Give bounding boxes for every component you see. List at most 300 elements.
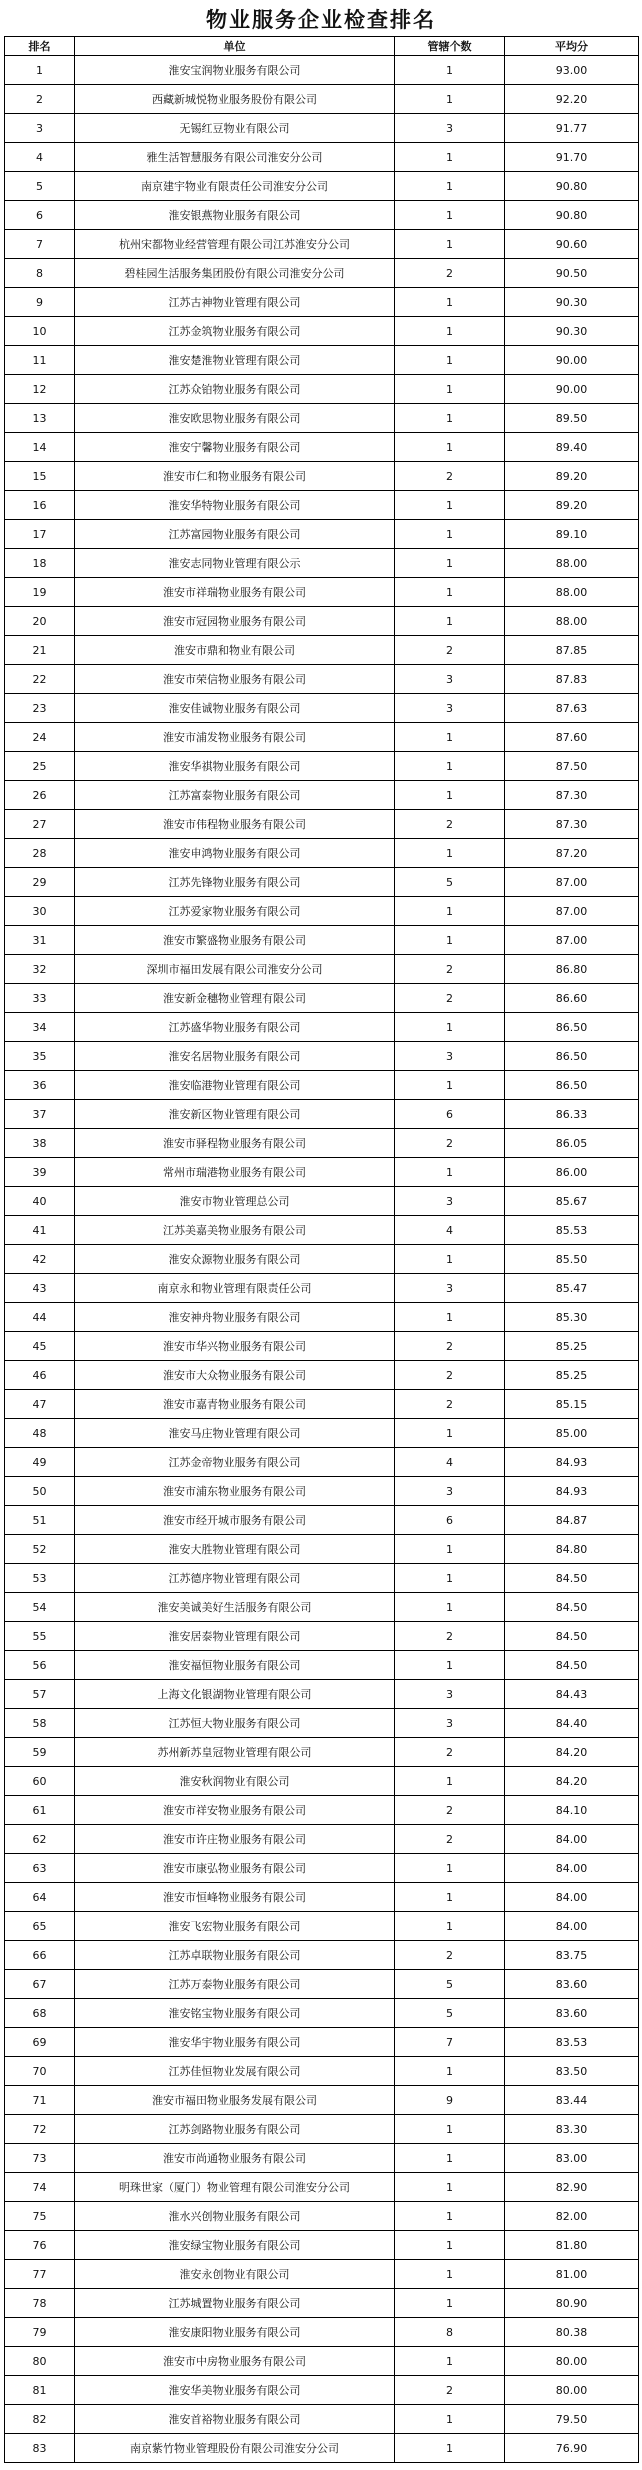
unit-cell: 淮安首裕物业服务有限公司 <box>75 2405 395 2434</box>
count-cell: 2 <box>395 1796 505 1825</box>
count-cell: 1 <box>395 1419 505 1448</box>
score-cell: 87.00 <box>505 897 639 926</box>
count-cell: 1 <box>395 2405 505 2434</box>
table-row <box>5 897 639 926</box>
table-row <box>5 1448 639 1477</box>
count-cell: 1 <box>395 2173 505 2202</box>
table-row <box>5 2289 639 2318</box>
score-cell: 90.50 <box>505 259 639 288</box>
table-row <box>5 1303 639 1332</box>
rank-cell: 83 <box>5 2434 75 2463</box>
unit-cell: 淮安秋润物业有限公司 <box>75 1767 395 1796</box>
count-cell: 3 <box>395 1709 505 1738</box>
table-row <box>5 1419 639 1448</box>
unit-cell: 淮安飞宏物业服务有限公司 <box>75 1912 395 1941</box>
table-row <box>5 810 639 839</box>
rank-cell: 27 <box>5 810 75 839</box>
unit-cell: 江苏剑路物业服务有限公司 <box>75 2115 395 2144</box>
count-cell: 1 <box>395 1767 505 1796</box>
unit-cell: 淮安市华兴物业服务有限公司 <box>75 1332 395 1361</box>
count-cell: 1 <box>395 2231 505 2260</box>
rank-cell: 41 <box>5 1216 75 1245</box>
count-cell: 1 <box>395 2144 505 2173</box>
rank-cell: 4 <box>5 143 75 172</box>
rank-cell: 7 <box>5 230 75 259</box>
score-cell: 79.50 <box>505 2405 639 2434</box>
rank-cell: 9 <box>5 288 75 317</box>
rank-cell: 10 <box>5 317 75 346</box>
table-row <box>5 578 639 607</box>
score-cell: 84.00 <box>505 1912 639 1941</box>
rank-cell: 37 <box>5 1100 75 1129</box>
unit-cell: 苏州新苏皇冠物业管理有限公司 <box>75 1738 395 1767</box>
count-cell: 1 <box>395 317 505 346</box>
score-cell: 86.00 <box>505 1158 639 1187</box>
rank-cell: 65 <box>5 1912 75 1941</box>
rank-cell: 74 <box>5 2173 75 2202</box>
count-cell: 3 <box>395 694 505 723</box>
unit-cell: 无锡红豆物业有限公司 <box>75 114 395 143</box>
unit-cell: 淮安市康弘物业服务有限公司 <box>75 1854 395 1883</box>
table-row <box>5 1216 639 1245</box>
count-cell: 1 <box>395 549 505 578</box>
count-cell: 1 <box>395 1071 505 1100</box>
count-cell: 1 <box>395 404 505 433</box>
count-cell: 1 <box>395 201 505 230</box>
count-cell: 2 <box>395 1941 505 1970</box>
score-cell: 84.50 <box>505 1651 639 1680</box>
rank-cell: 49 <box>5 1448 75 1477</box>
score-cell: 86.33 <box>505 1100 639 1129</box>
rank-cell: 12 <box>5 375 75 404</box>
table-row <box>5 462 639 491</box>
score-cell: 84.00 <box>505 1825 639 1854</box>
rank-cell: 5 <box>5 172 75 201</box>
unit-cell: 淮安众源物业服务有限公司 <box>75 1245 395 1274</box>
score-cell: 85.00 <box>505 1419 639 1448</box>
rank-cell: 53 <box>5 1564 75 1593</box>
score-cell: 84.50 <box>505 1564 639 1593</box>
table-row <box>5 230 639 259</box>
table-row <box>5 1390 639 1419</box>
unit-cell: 淮安新区物业管理有限公司 <box>75 1100 395 1129</box>
table-row <box>5 1506 639 1535</box>
score-cell: 84.43 <box>505 1680 639 1709</box>
score-cell: 87.85 <box>505 636 639 665</box>
score-cell: 84.00 <box>505 1883 639 1912</box>
score-cell: 84.00 <box>505 1854 639 1883</box>
table-row <box>5 114 639 143</box>
rank-cell: 72 <box>5 2115 75 2144</box>
count-cell: 3 <box>395 1477 505 1506</box>
table-row <box>5 636 639 665</box>
count-cell: 7 <box>395 2028 505 2057</box>
rank-cell: 35 <box>5 1042 75 1071</box>
count-cell: 2 <box>395 2376 505 2405</box>
header-row <box>5 37 639 56</box>
score-cell: 87.30 <box>505 781 639 810</box>
unit-cell: 淮安临港物业管理有限公司 <box>75 1071 395 1100</box>
table-row <box>5 1970 639 1999</box>
unit-cell: 淮安铭宝物业服务有限公司 <box>75 1999 395 2028</box>
count-cell: 1 <box>395 491 505 520</box>
table-row <box>5 1564 639 1593</box>
count-cell: 2 <box>395 462 505 491</box>
unit-cell: 江苏盛华物业服务有限公司 <box>75 1013 395 1042</box>
unit-cell: 淮安市经开城市服务有限公司 <box>75 1506 395 1535</box>
score-cell: 84.20 <box>505 1767 639 1796</box>
unit-cell: 上海文化银湖物业管理有限公司 <box>75 1680 395 1709</box>
header-score: 平均分 <box>505 37 639 56</box>
unit-cell: 淮安市福田物业服务发展有限公司 <box>75 2086 395 2115</box>
score-cell: 83.75 <box>505 1941 639 1970</box>
rank-cell: 26 <box>5 781 75 810</box>
rank-cell: 33 <box>5 984 75 1013</box>
unit-cell: 江苏爱家物业服务有限公司 <box>75 897 395 926</box>
header-unit: 单位 <box>75 37 395 56</box>
count-cell: 1 <box>395 230 505 259</box>
score-cell: 85.67 <box>505 1187 639 1216</box>
rank-cell: 30 <box>5 897 75 926</box>
count-cell: 1 <box>395 56 505 85</box>
score-cell: 89.20 <box>505 462 639 491</box>
unit-cell: 淮安大胜物业管理有限公司 <box>75 1535 395 1564</box>
table-row <box>5 839 639 868</box>
table-row <box>5 1071 639 1100</box>
table-row <box>5 2086 639 2115</box>
unit-cell: 江苏金筑物业服务有限公司 <box>75 317 395 346</box>
score-cell: 87.60 <box>505 723 639 752</box>
score-cell: 92.20 <box>505 85 639 114</box>
unit-cell: 淮安市繁盛物业服务有限公司 <box>75 926 395 955</box>
count-cell: 1 <box>395 1245 505 1274</box>
unit-cell: 江苏富园物业服务有限公司 <box>75 520 395 549</box>
unit-cell: 杭州宋都物业经营管理有限公司江苏淮安分公司 <box>75 230 395 259</box>
score-cell: 89.10 <box>505 520 639 549</box>
table-row <box>5 1477 639 1506</box>
table-row <box>5 926 639 955</box>
score-cell: 84.40 <box>505 1709 639 1738</box>
unit-cell: 淮安欧思物业服务有限公司 <box>75 404 395 433</box>
count-cell: 1 <box>395 520 505 549</box>
table-row <box>5 694 639 723</box>
table-row <box>5 85 639 114</box>
unit-cell: 淮安市浦发物业服务有限公司 <box>75 723 395 752</box>
table-row <box>5 56 639 85</box>
unit-cell: 淮安市伟程物业服务有限公司 <box>75 810 395 839</box>
table-row <box>5 1825 639 1854</box>
table-row <box>5 2347 639 2376</box>
table-row <box>5 2144 639 2173</box>
table-row <box>5 607 639 636</box>
unit-cell: 深圳市福田发展有限公司淮安分公司 <box>75 955 395 984</box>
count-cell: 2 <box>395 810 505 839</box>
table-row <box>5 1593 639 1622</box>
count-cell: 1 <box>395 926 505 955</box>
score-cell: 85.25 <box>505 1361 639 1390</box>
count-cell: 1 <box>395 346 505 375</box>
rank-cell: 52 <box>5 1535 75 1564</box>
rank-cell: 54 <box>5 1593 75 1622</box>
score-cell: 76.90 <box>505 2434 639 2463</box>
table-row <box>5 549 639 578</box>
score-cell: 84.80 <box>505 1535 639 1564</box>
table-row <box>5 1361 639 1390</box>
table-row <box>5 752 639 781</box>
score-cell: 86.50 <box>505 1071 639 1100</box>
score-cell: 90.00 <box>505 346 639 375</box>
score-cell: 89.20 <box>505 491 639 520</box>
count-cell: 2 <box>395 1361 505 1390</box>
table-row <box>5 781 639 810</box>
score-cell: 81.00 <box>505 2260 639 2289</box>
rank-cell: 21 <box>5 636 75 665</box>
table-row <box>5 1883 639 1912</box>
rank-cell: 75 <box>5 2202 75 2231</box>
table-row <box>5 984 639 1013</box>
rank-cell: 48 <box>5 1419 75 1448</box>
rank-cell: 67 <box>5 1970 75 1999</box>
count-cell: 5 <box>395 868 505 897</box>
table-row <box>5 433 639 462</box>
count-cell: 1 <box>395 781 505 810</box>
unit-cell: 淮安神舟物业服务有限公司 <box>75 1303 395 1332</box>
rank-cell: 25 <box>5 752 75 781</box>
table-row <box>5 1274 639 1303</box>
table-row <box>5 1941 639 1970</box>
score-cell: 86.60 <box>505 984 639 1013</box>
unit-cell: 江苏卓联物业服务有限公司 <box>75 1941 395 1970</box>
score-cell: 84.93 <box>505 1448 639 1477</box>
unit-cell: 江苏万泰物业服务有限公司 <box>75 1970 395 1999</box>
score-cell: 85.15 <box>505 1390 639 1419</box>
table-row <box>5 2028 639 2057</box>
rank-cell: 13 <box>5 404 75 433</box>
table-row <box>5 1129 639 1158</box>
table-row <box>5 491 639 520</box>
header-rank: 排名 <box>5 37 75 56</box>
rank-cell: 6 <box>5 201 75 230</box>
table-row <box>5 1622 639 1651</box>
score-cell: 85.47 <box>505 1274 639 1303</box>
unit-cell: 淮安名居物业服务有限公司 <box>75 1042 395 1071</box>
unit-cell: 江苏佳恒物业发展有限公司 <box>75 2057 395 2086</box>
rank-cell: 2 <box>5 85 75 114</box>
rank-cell: 15 <box>5 462 75 491</box>
table-row <box>5 1013 639 1042</box>
rank-cell: 43 <box>5 1274 75 1303</box>
rank-cell: 14 <box>5 433 75 462</box>
unit-cell: 淮安市冠园物业服务有限公司 <box>75 607 395 636</box>
score-cell: 83.50 <box>505 2057 639 2086</box>
score-cell: 87.63 <box>505 694 639 723</box>
rank-cell: 79 <box>5 2318 75 2347</box>
table-row <box>5 2231 639 2260</box>
score-cell: 91.77 <box>505 114 639 143</box>
table-row <box>5 520 639 549</box>
count-cell: 2 <box>395 955 505 984</box>
unit-cell: 淮安市物业管理总公司 <box>75 1187 395 1216</box>
rank-cell: 68 <box>5 1999 75 2028</box>
unit-cell: 江苏城置物业服务有限公司 <box>75 2289 395 2318</box>
count-cell: 2 <box>395 259 505 288</box>
rank-cell: 38 <box>5 1129 75 1158</box>
table-row <box>5 1854 639 1883</box>
table-row <box>5 1738 639 1767</box>
count-cell: 3 <box>395 114 505 143</box>
score-cell: 83.00 <box>505 2144 639 2173</box>
table-row <box>5 1999 639 2028</box>
unit-cell: 江苏富泰物业服务有限公司 <box>75 781 395 810</box>
rank-cell: 17 <box>5 520 75 549</box>
rank-cell: 78 <box>5 2289 75 2318</box>
unit-cell: 淮安美诚美好生活服务有限公司 <box>75 1593 395 1622</box>
score-cell: 86.80 <box>505 955 639 984</box>
rank-cell: 24 <box>5 723 75 752</box>
score-cell: 84.10 <box>505 1796 639 1825</box>
count-cell: 1 <box>395 1912 505 1941</box>
score-cell: 89.40 <box>505 433 639 462</box>
unit-cell: 淮安福恒物业服务有限公司 <box>75 1651 395 1680</box>
rank-cell: 76 <box>5 2231 75 2260</box>
count-cell: 1 <box>395 172 505 201</box>
count-cell: 1 <box>395 752 505 781</box>
table-row <box>5 375 639 404</box>
rank-cell: 81 <box>5 2376 75 2405</box>
rank-cell: 23 <box>5 694 75 723</box>
unit-cell: 淮安市大众物业服务有限公司 <box>75 1361 395 1390</box>
unit-cell: 淮安市荣信物业服务有限公司 <box>75 665 395 694</box>
table-row <box>5 2318 639 2347</box>
rank-cell: 18 <box>5 549 75 578</box>
table-row <box>5 201 639 230</box>
rank-cell: 46 <box>5 1361 75 1390</box>
unit-cell: 淮安宝润物业服务有限公司 <box>75 56 395 85</box>
ranking-body <box>5 56 639 2463</box>
unit-cell: 西藏新城悦物业服务股份有限公司 <box>75 85 395 114</box>
rank-cell: 56 <box>5 1651 75 1680</box>
unit-cell: 淮安新金穗物业管理有限公司 <box>75 984 395 1013</box>
score-cell: 88.00 <box>505 549 639 578</box>
score-cell: 87.50 <box>505 752 639 781</box>
count-cell: 1 <box>395 2434 505 2463</box>
score-cell: 84.50 <box>505 1593 639 1622</box>
rank-cell: 60 <box>5 1767 75 1796</box>
table-row <box>5 1100 639 1129</box>
count-cell: 1 <box>395 2115 505 2144</box>
count-cell: 5 <box>395 1999 505 2028</box>
rank-cell: 44 <box>5 1303 75 1332</box>
unit-cell: 江苏古神物业管理有限公司 <box>75 288 395 317</box>
rank-cell: 45 <box>5 1332 75 1361</box>
rank-cell: 59 <box>5 1738 75 1767</box>
count-cell: 1 <box>395 288 505 317</box>
table-row <box>5 2173 639 2202</box>
rank-cell: 47 <box>5 1390 75 1419</box>
count-cell: 4 <box>395 1216 505 1245</box>
header-count: 管辖个数 <box>395 37 505 56</box>
unit-cell: 淮安市嘉青物业服务有限公司 <box>75 1390 395 1419</box>
rank-cell: 40 <box>5 1187 75 1216</box>
count-cell: 9 <box>395 2086 505 2115</box>
score-cell: 83.30 <box>505 2115 639 2144</box>
count-cell: 6 <box>395 1100 505 1129</box>
table-row <box>5 868 639 897</box>
count-cell: 1 <box>395 2202 505 2231</box>
score-cell: 84.50 <box>505 1622 639 1651</box>
count-cell: 1 <box>395 2347 505 2376</box>
score-cell: 83.44 <box>505 2086 639 2115</box>
table-row <box>5 1709 639 1738</box>
table-row <box>5 955 639 984</box>
ranking-table <box>4 36 639 2463</box>
score-cell: 85.30 <box>505 1303 639 1332</box>
unit-cell: 江苏先锋物业服务有限公司 <box>75 868 395 897</box>
unit-cell: 碧桂园生活服务集团股份有限公司淮安分公司 <box>75 259 395 288</box>
table-row <box>5 1680 639 1709</box>
table-row <box>5 1651 639 1680</box>
count-cell: 3 <box>395 1680 505 1709</box>
rank-cell: 39 <box>5 1158 75 1187</box>
unit-cell: 淮安马庄物业管理有限公司 <box>75 1419 395 1448</box>
score-cell: 80.00 <box>505 2347 639 2376</box>
count-cell: 2 <box>395 984 505 1013</box>
table-row <box>5 1187 639 1216</box>
count-cell: 1 <box>395 839 505 868</box>
table-row <box>5 1767 639 1796</box>
unit-cell: 淮安银燕物业服务有限公司 <box>75 201 395 230</box>
unit-cell: 淮安康阳物业服务有限公司 <box>75 2318 395 2347</box>
unit-cell: 淮安志同物业管理有限公示 <box>75 549 395 578</box>
count-cell: 4 <box>395 1448 505 1477</box>
count-cell: 1 <box>395 433 505 462</box>
rank-cell: 36 <box>5 1071 75 1100</box>
count-cell: 3 <box>395 1042 505 1071</box>
rank-cell: 69 <box>5 2028 75 2057</box>
count-cell: 1 <box>395 897 505 926</box>
rank-cell: 8 <box>5 259 75 288</box>
count-cell: 1 <box>395 2289 505 2318</box>
score-cell: 83.60 <box>505 1999 639 2028</box>
count-cell: 1 <box>395 375 505 404</box>
count-cell: 1 <box>395 1564 505 1593</box>
score-cell: 93.00 <box>505 56 639 85</box>
count-cell: 3 <box>395 1274 505 1303</box>
count-cell: 3 <box>395 665 505 694</box>
score-cell: 89.50 <box>505 404 639 433</box>
score-cell: 91.70 <box>505 143 639 172</box>
table-row <box>5 172 639 201</box>
score-cell: 90.30 <box>505 317 639 346</box>
rank-cell: 64 <box>5 1883 75 1912</box>
table-row <box>5 346 639 375</box>
table-row <box>5 2057 639 2086</box>
count-cell: 1 <box>395 1013 505 1042</box>
unit-cell: 淮安华宇物业服务有限公司 <box>75 2028 395 2057</box>
count-cell: 2 <box>395 1622 505 1651</box>
sheet-title: 物业服务企业检查排名 <box>206 8 436 32</box>
unit-cell: 淮安宁馨物业服务有限公司 <box>75 433 395 462</box>
unit-cell: 淮安市祥瑞物业服务有限公司 <box>75 578 395 607</box>
count-cell: 2 <box>395 1129 505 1158</box>
rank-cell: 57 <box>5 1680 75 1709</box>
count-cell: 1 <box>395 723 505 752</box>
unit-cell: 淮安市浦东物业服务有限公司 <box>75 1477 395 1506</box>
count-cell: 1 <box>395 2260 505 2289</box>
table-row <box>5 723 639 752</box>
unit-cell: 淮安市祥安物业服务有限公司 <box>75 1796 395 1825</box>
count-cell: 2 <box>395 1332 505 1361</box>
